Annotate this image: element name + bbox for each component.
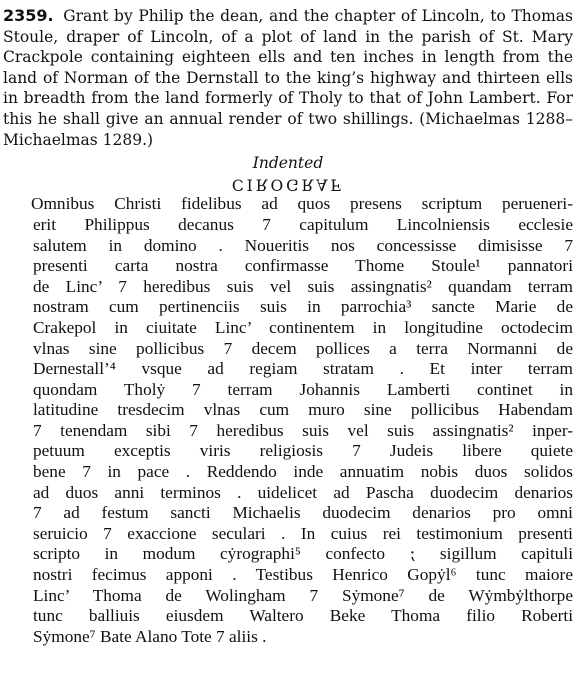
charter-line: presenti carta nostra confirmasse Thome Stoule¹ pannatori xyxy=(33,256,573,276)
charter-line: Omnibus Christi fidelibus ad quos presens scriptum perueneri- xyxy=(31,194,573,214)
cirograf-heading xyxy=(3,174,573,195)
charter-line: Crakepol in ciuitate Linc’ continentem in longitudine octodecim xyxy=(33,317,573,337)
charter-line: scripto in modum cẏrographi⁵ confecto ⁏ sigillum capituli xyxy=(33,544,573,564)
charter-line: latitudine tresdecim vlnas cum muro sine pollicibus Habendam xyxy=(33,400,573,420)
indented-heading: Indented xyxy=(252,154,324,173)
charter-line: nostri fecimus apponi . Testibus Henrico Gopẏl⁶ tunc maiore xyxy=(33,565,573,585)
charter-line: quondam Tholẏ 7 terram Johannis Lamberti continet in xyxy=(33,379,573,399)
charter-line: de Linc’ 7 heredibus suis vel suis assingnatis² quandam terram xyxy=(33,276,573,296)
charter-line: seruicio 7 exaccione seculari . In cuius rei testimonium presenti xyxy=(33,523,573,543)
cirograf-text: CIROGRAF xyxy=(231,175,345,194)
charter-line: tunc balliuis eiusdem Waltero Beke Thoma filio Roberti xyxy=(33,606,573,626)
charter-line: 7 tenendam sibi 7 heredibus suis vel suis assingnatis² inper- xyxy=(33,420,573,440)
charter-line: Dernestall’⁴ vsque ad regiam stratam . Et inter terram xyxy=(33,359,573,379)
charter-line: 7 ad festum sancti Michaelis duodecim denarios pro omni xyxy=(33,503,573,523)
entry-number: 2359. xyxy=(3,6,54,25)
charter-line: ad duos anni terminos . uidelicet ad Pascha duodecim denarios xyxy=(33,482,573,502)
charter-line: Linc’ Thoma de Wolingham 7 Sẏmone⁷ de Wẏmbẏlthorpe xyxy=(33,585,573,605)
entry-summary-text: Grant by Philip the dean, and the chapter of Lincoln, to Thomas Stoule, draper of Lincoln, of a plot of land in the parish of St. Mary Crackpole containing eighteen ells and ten inches in length from the land of Norman of the Dernstall to the king’s highway and thirteen ells in breadth from the land formerly of Tholy to that of John Lambert. For this he shall give an annual render of two shillings. (Michaelmas 1288–Michaelmas 1289.) xyxy=(3,7,573,149)
charter-line: erit Philippus decanus 7 capitulum Lincolniensis ecclesie xyxy=(33,214,573,234)
charter-line: vlnas sine pollicibus 7 decem pollices a terra Normanni de xyxy=(33,338,573,358)
charter-line: nostram cum pertinenciis suis in parrochia³ sancte Marie de xyxy=(33,297,573,317)
charter-line: Sẏmone⁷ Bate Alano Tote 7 aliis . xyxy=(33,626,267,646)
charter-text xyxy=(3,194,573,647)
charter-line: salutem in domino . Noueritis nos concessisse dimisisse 7 xyxy=(33,235,573,255)
charter-line: bene 7 in pace . Reddendo inde annuatim nobis duos solidos xyxy=(33,462,573,482)
entry-summary xyxy=(3,6,573,150)
charter-line: petuum exceptis viris religiosis 7 Judeis libere quiete xyxy=(33,441,573,461)
